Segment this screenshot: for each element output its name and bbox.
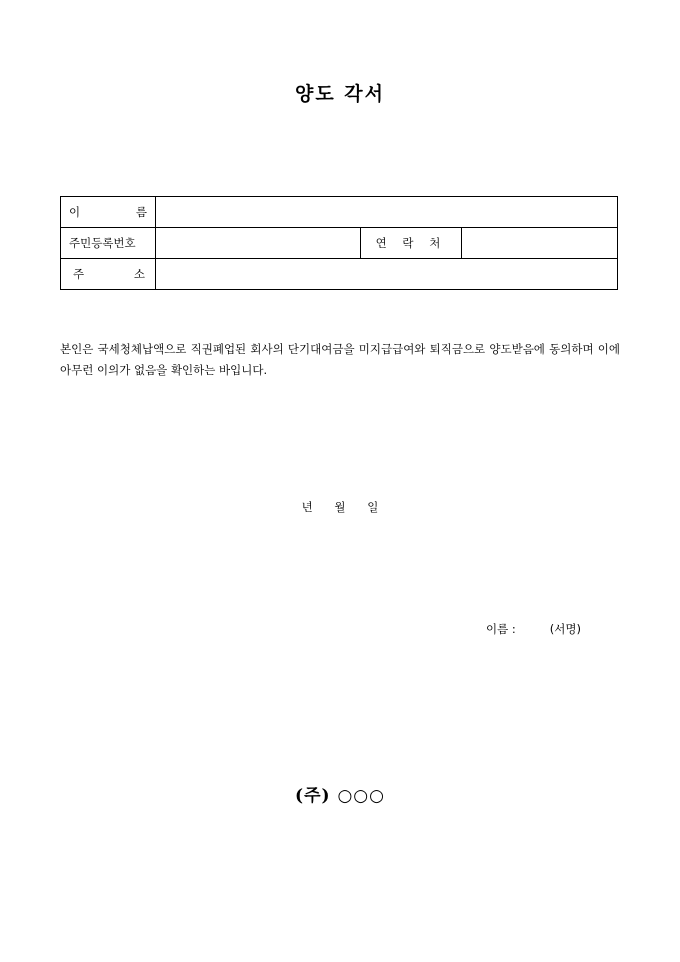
table-row-name (61, 197, 618, 228)
document-title: 양도 각서 (294, 83, 386, 105)
signature-name-label: 이름 : (486, 622, 516, 636)
name-label-left: 이 (69, 205, 81, 219)
contact-label-cell: 연 락 처 (361, 228, 462, 259)
signature-sign-label: (서명) (549, 622, 581, 636)
resident-no-label-cell: 주민등록번호 (61, 228, 156, 259)
company-name: (주) ○○○ (295, 786, 385, 806)
address-label-cell (61, 259, 156, 290)
address-label-left: 주 (73, 267, 85, 281)
info-table (60, 196, 618, 290)
contact-value-cell[interactable] (462, 228, 618, 259)
name-value-cell[interactable] (156, 197, 618, 228)
name-label-right: 름 (135, 205, 147, 219)
address-label-right: 소 (133, 267, 145, 281)
table-row-address (61, 259, 618, 290)
name-label-cell (61, 197, 156, 228)
statement-paragraph: 본인은 국세청체납액으로 직권폐업된 회사의 단기대여금을 미지급급여와 퇴직금으로 양도받음에 동의하며 이에 아무런 이의가 없음을 확인하는 바입니다. (60, 342, 620, 377)
resident-no-value-cell[interactable] (156, 228, 361, 259)
address-value-cell[interactable] (156, 259, 618, 290)
table-row-resident-contact (61, 228, 618, 259)
date-line: 년 월 일 (301, 500, 379, 514)
signature-line (486, 621, 581, 637)
